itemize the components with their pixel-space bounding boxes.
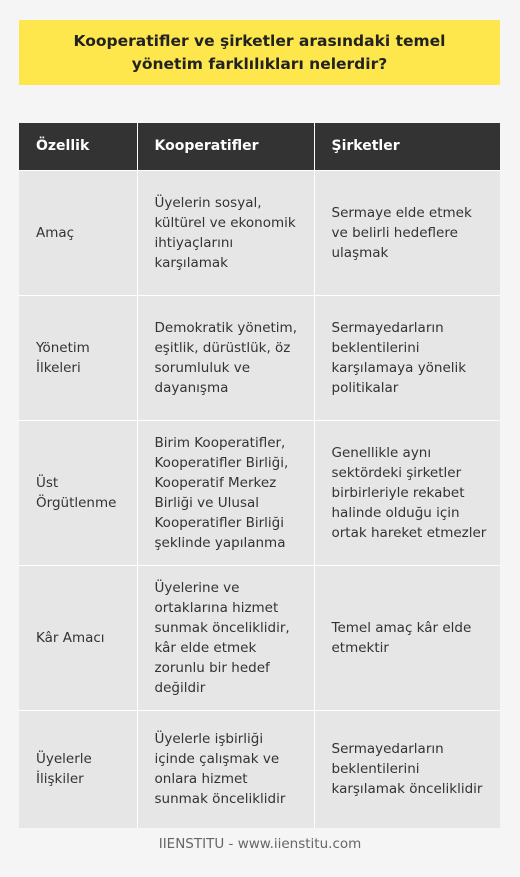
table-row (19, 420, 500, 565)
comparison-table (19, 123, 500, 828)
table-cell: Kâr Amacı (19, 565, 137, 710)
header-cell: Özellik (19, 123, 137, 170)
table-cell: Demokratik yönetim, eşitlik, dürüstlük, öz sorumluluk ve dayanışma (137, 295, 314, 420)
table-cell: Üyelerin sosyal, kültürel ve ekonomik ihtiyaçlarını karşılamak (137, 170, 314, 295)
table-row (19, 295, 500, 420)
footer-credit: IIENSTITU - www.iienstitu.com (158, 836, 362, 852)
table-cell: Yönetim İlkeleri (19, 295, 137, 420)
table-cell: Temel amaç kâr elde etmektir (314, 565, 500, 710)
table-header-row (19, 123, 500, 170)
table-cell: Amaç (19, 170, 137, 295)
table-cell: Üyelerle İlişkiler (19, 710, 137, 828)
table-cell: Sermayedarların beklentilerini karşılamaya yönelik politikalar (314, 295, 500, 420)
page-title: Kooperatifler ve şirketler arasındaki temel yönetim farklılıkları nelerdir? (73, 31, 446, 73)
title-banner (19, 20, 500, 85)
table-cell: Sermayedarların beklentilerini karşılamak önceliklidir (314, 710, 500, 828)
header-cell: Kooperatifler (137, 123, 314, 170)
table-cell: Sermaye elde etmek ve belirli hedeflere ulaşmak (314, 170, 500, 295)
table-row (19, 565, 500, 710)
table-cell: Üyelerle işbirliği içinde çalışmak ve onlara hizmet sunmak önceliklidir (137, 710, 314, 828)
table-row (19, 170, 500, 295)
table-cell: Genellikle aynı sektördeki şirketler birbirleriyle rekabet halinde olduğu için ortak hareket etmezler (314, 420, 500, 565)
header-cell: Şirketler (314, 123, 500, 170)
table-cell: Üyelerine ve ortaklarına hizmet sunmak önceliklidir, kâr elde etmek zorunlu bir hedef değildir (137, 565, 314, 710)
table-cell: Üst Örgütlenme (19, 420, 137, 565)
table-cell: Birim Kooperatifler, Kooperatifler Birliği, Kooperatif Merkez Birliği ve Ulusal Kooperatifler Birliği şeklinde yapılanma (137, 420, 314, 565)
table-row (19, 710, 500, 828)
